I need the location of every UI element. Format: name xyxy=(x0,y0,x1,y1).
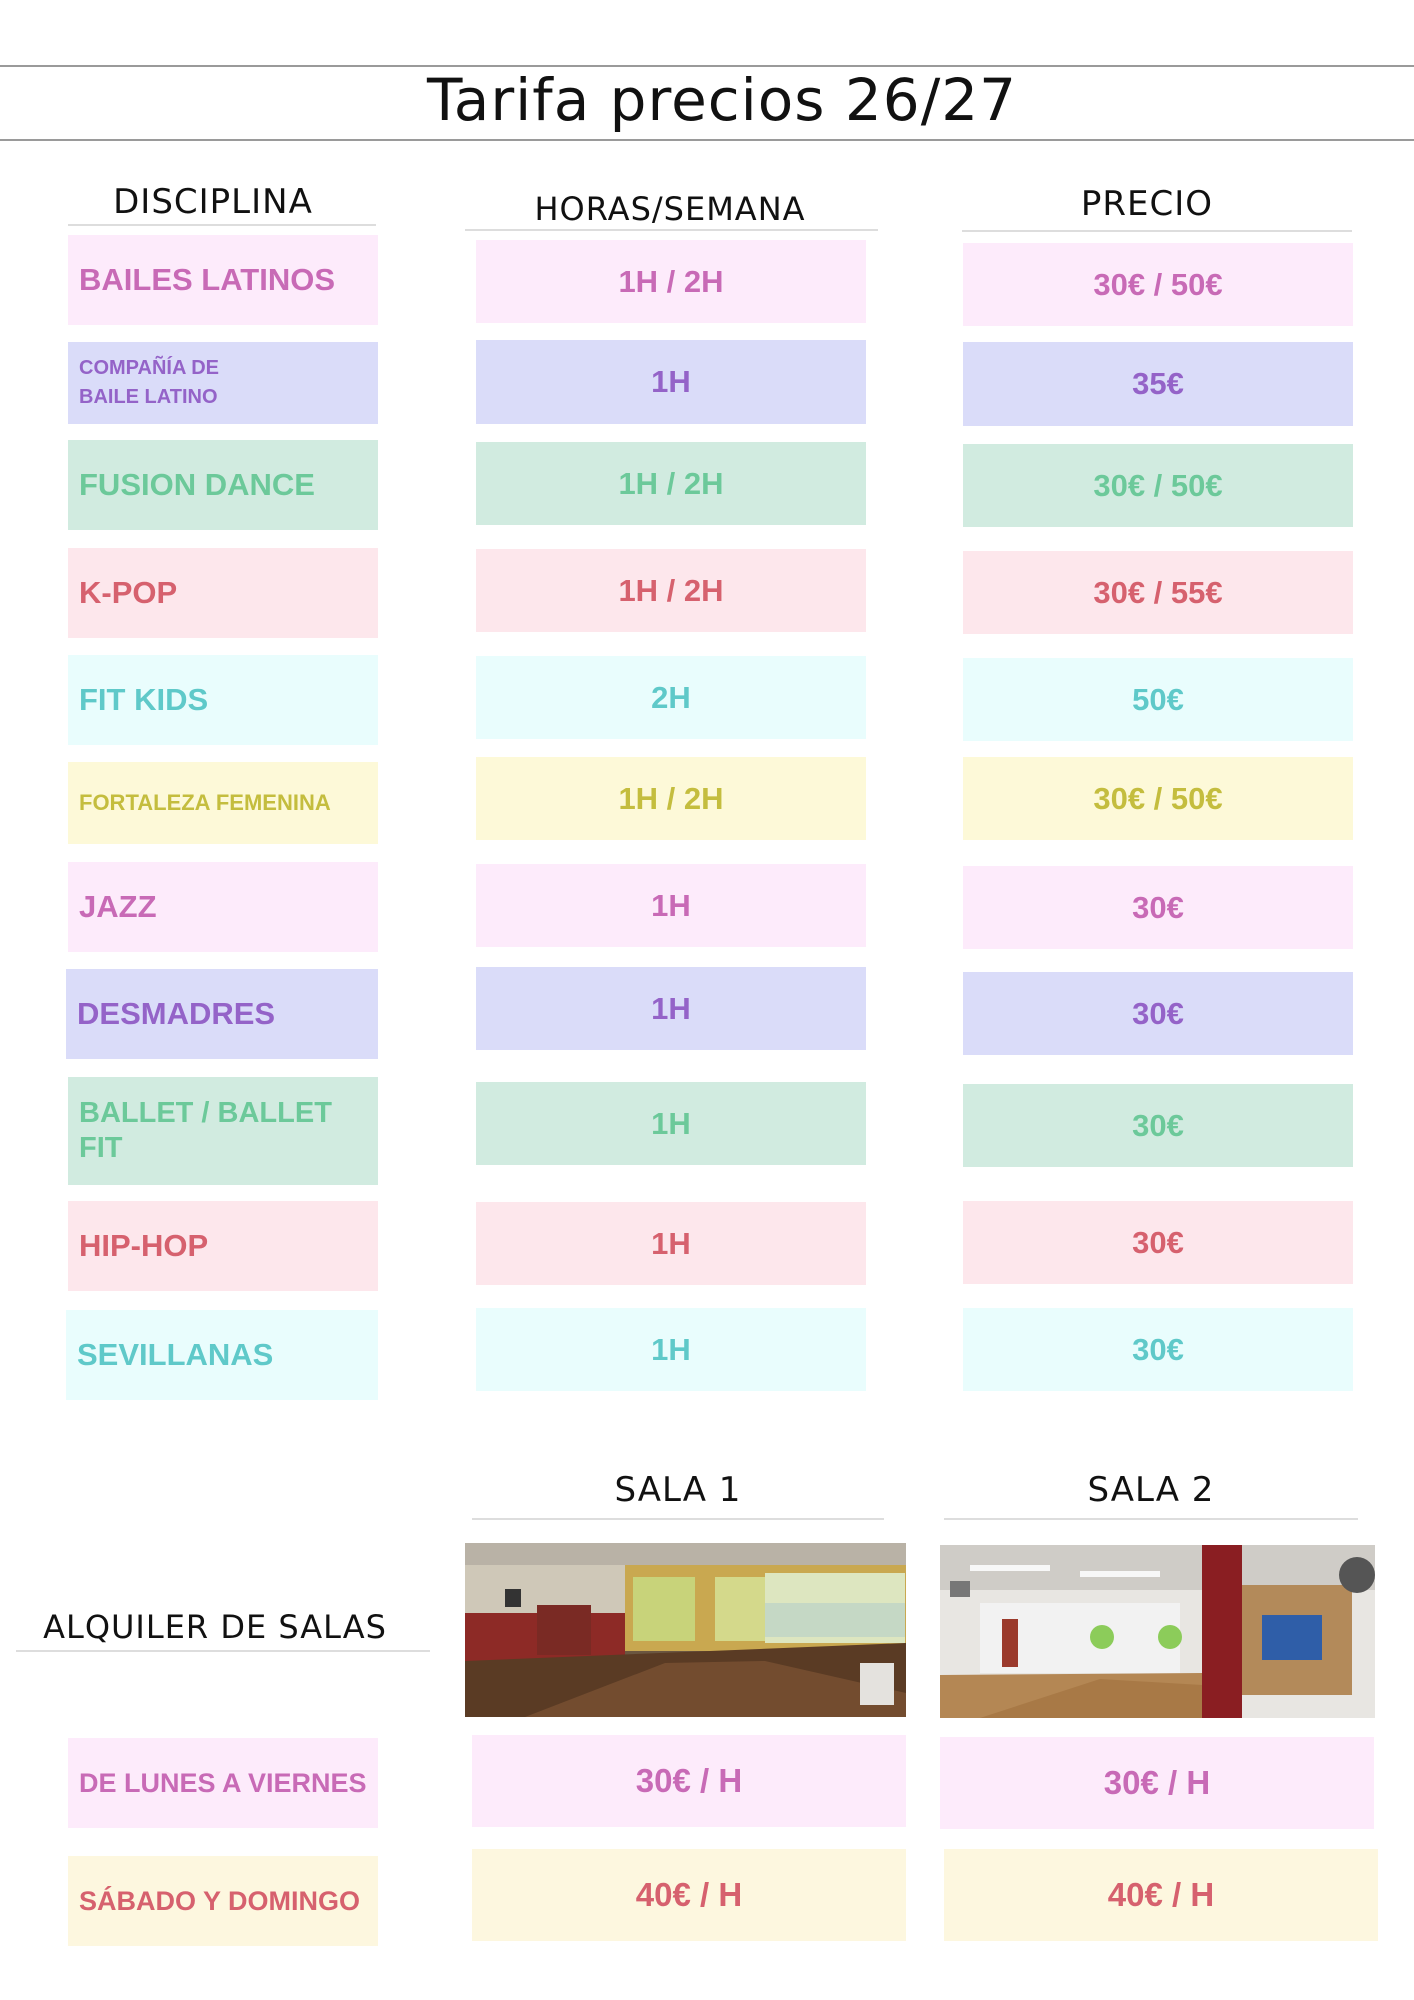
weekdays-label: DE LUNES A VIERNES xyxy=(68,1738,378,1828)
discipline-k-pop: K-POP xyxy=(68,548,378,638)
sala-2-photo xyxy=(940,1545,1375,1718)
discipline-ballet-line2: FIT xyxy=(79,1132,123,1164)
price-jazz: 30€ xyxy=(963,866,1353,949)
price-fit-kids: 50€ xyxy=(963,658,1353,741)
discipline-bailes-latinos: BAILES LATINOS xyxy=(68,235,378,325)
discipline-compania-line2: BAILE LATINO xyxy=(79,386,218,408)
discipline-fit-kids: FIT KIDS xyxy=(68,655,378,745)
discipline-sevillanas: SEVILLANAS xyxy=(66,1310,378,1400)
discipline-ballet-fit xyxy=(68,1077,378,1185)
hours-jazz: 1H xyxy=(476,864,866,947)
price-compania-baile-latino: 35€ xyxy=(963,342,1353,426)
header-disciplina: DISCIPLINA xyxy=(113,182,313,222)
hours-fusion-dance: 1H / 2H xyxy=(476,442,866,525)
discipline-ballet-line1: BALLET / BALLET xyxy=(79,1096,332,1129)
price-bailes-latinos: 30€ / 50€ xyxy=(963,243,1353,326)
hours-fit-kids: 2H xyxy=(476,656,866,739)
discipline-compania-text xyxy=(79,354,219,412)
weekdays-sala-1-price: 30€ / H xyxy=(472,1735,906,1827)
header-horas: HORAS/SEMANA xyxy=(534,190,806,228)
price-hip-hop: 30€ xyxy=(963,1201,1353,1284)
sala-1-photo-illustration xyxy=(465,1543,906,1717)
hours-bailes-latinos: 1H / 2H xyxy=(476,240,866,323)
hours-fortaleza-femenina: 1H / 2H xyxy=(476,757,866,840)
title-rule-bottom xyxy=(0,139,1414,141)
rental-label: ALQUILER DE SALAS xyxy=(43,1608,387,1646)
discipline-fusion-dance: FUSION DANCE xyxy=(68,440,378,530)
sala-1-photo xyxy=(465,1543,906,1717)
discipline-hip-hop: HIP-HOP xyxy=(68,1201,378,1291)
weekend-sala-1-price: 40€ / H xyxy=(472,1849,906,1941)
header-disciplina-rule xyxy=(68,224,376,226)
header-horas-rule xyxy=(465,229,878,231)
sala-2-rule xyxy=(944,1518,1358,1520)
hours-desmadres: 1H xyxy=(476,967,866,1050)
page-title: Tarifa precios 26/27 xyxy=(426,66,1018,134)
weekend-sala-2-price: 40€ / H xyxy=(944,1849,1378,1941)
price-ballet-fit: 30€ xyxy=(963,1084,1353,1167)
price-k-pop: 30€ / 55€ xyxy=(963,551,1353,634)
rental-label-rule xyxy=(16,1650,430,1652)
price-fusion-dance: 30€ / 50€ xyxy=(963,444,1353,527)
discipline-fortaleza-femenina: FORTALEZA FEMENINA xyxy=(68,762,378,844)
discipline-compania-line1: COMPAÑÍA DE xyxy=(79,357,219,379)
hours-compania-baile-latino: 1H xyxy=(476,340,866,424)
weekend-label: SÁBADO Y DOMINGO xyxy=(68,1856,378,1946)
hours-k-pop: 1H / 2H xyxy=(476,549,866,632)
sala-2-photo-illustration xyxy=(940,1545,1375,1718)
discipline-jazz: JAZZ xyxy=(68,862,378,952)
price-desmadres: 30€ xyxy=(963,972,1353,1055)
hours-hip-hop: 1H xyxy=(476,1202,866,1285)
discipline-desmadres: DESMADRES xyxy=(66,969,378,1059)
header-precio: PRECIO xyxy=(1080,184,1214,224)
sala-2-heading: SALA 2 xyxy=(1087,1470,1215,1510)
discipline-ballet-text xyxy=(79,1096,332,1167)
price-sevillanas: 30€ xyxy=(963,1308,1353,1391)
price-fortaleza-femenina: 30€ / 50€ xyxy=(963,757,1353,840)
hours-sevillanas: 1H xyxy=(476,1308,866,1391)
hours-ballet-fit: 1H xyxy=(476,1082,866,1165)
sala-1-rule xyxy=(472,1518,884,1520)
weekdays-sala-2-price: 30€ / H xyxy=(940,1737,1374,1829)
header-precio-rule xyxy=(962,230,1352,232)
sala-1-heading: SALA 1 xyxy=(614,1470,742,1510)
discipline-compania-baile-latino xyxy=(68,342,378,424)
